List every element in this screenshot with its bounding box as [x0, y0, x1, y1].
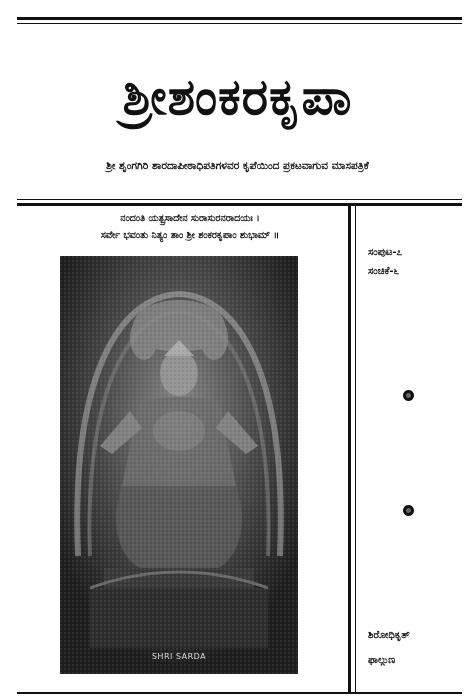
- column-divider-1: [348, 206, 351, 694]
- verse-line-1: ನಂದಂತಿ ಯತ್ಪ್ರಸಾದೇನ ಸುರಾಸುರನರಾದಯಃ ।: [120, 213, 260, 224]
- bottom-rule: [17, 692, 462, 694]
- issue-month: ಫಾಲ್ಗುಣ: [368, 655, 396, 666]
- deity-photograph: [60, 256, 298, 674]
- decorative-bullet-1: [403, 390, 414, 401]
- issue-year: ಶಿರೋಧಿಕೃತ್: [368, 630, 410, 641]
- mid-rule-2: [17, 203, 462, 206]
- top-rule-2: [17, 23, 462, 24]
- decorative-bullet-2: [403, 505, 414, 516]
- masthead-title: ಶ್ರೀಶಂಕರಕೃಪಾ: [122, 68, 353, 126]
- photo-caption: SHRI SARDA: [151, 652, 207, 661]
- mid-rule-1: [17, 199, 462, 200]
- issue-number: ಸಂಚಿಕೆ-೬: [368, 266, 400, 277]
- top-rule-1: [17, 17, 462, 20]
- verse-line-2: ಸರ್ವೇ ಭವಂತು ನಿತ್ಯಂ ತಾಂ ಶ್ರೀ ಶಂಕರಕೃಪಾಂ ಶುಭಾಮ್ ॥: [100, 230, 280, 241]
- column-divider-2: [355, 206, 356, 694]
- issue-volume: ಸಂಪುಟ-೭: [368, 247, 403, 258]
- masthead-subtitle: ಶ್ರೀ ಶೃಂಗಗಿರಿ ಶಾರದಾಪೀಠಾಧಿಪತಿಗಳವರ ಕೃಪೆಯಿಂದ ಪ್ರಕಟವಾಗುವ ಮಾಸಪತ್ರಿಕೆ: [106, 160, 369, 172]
